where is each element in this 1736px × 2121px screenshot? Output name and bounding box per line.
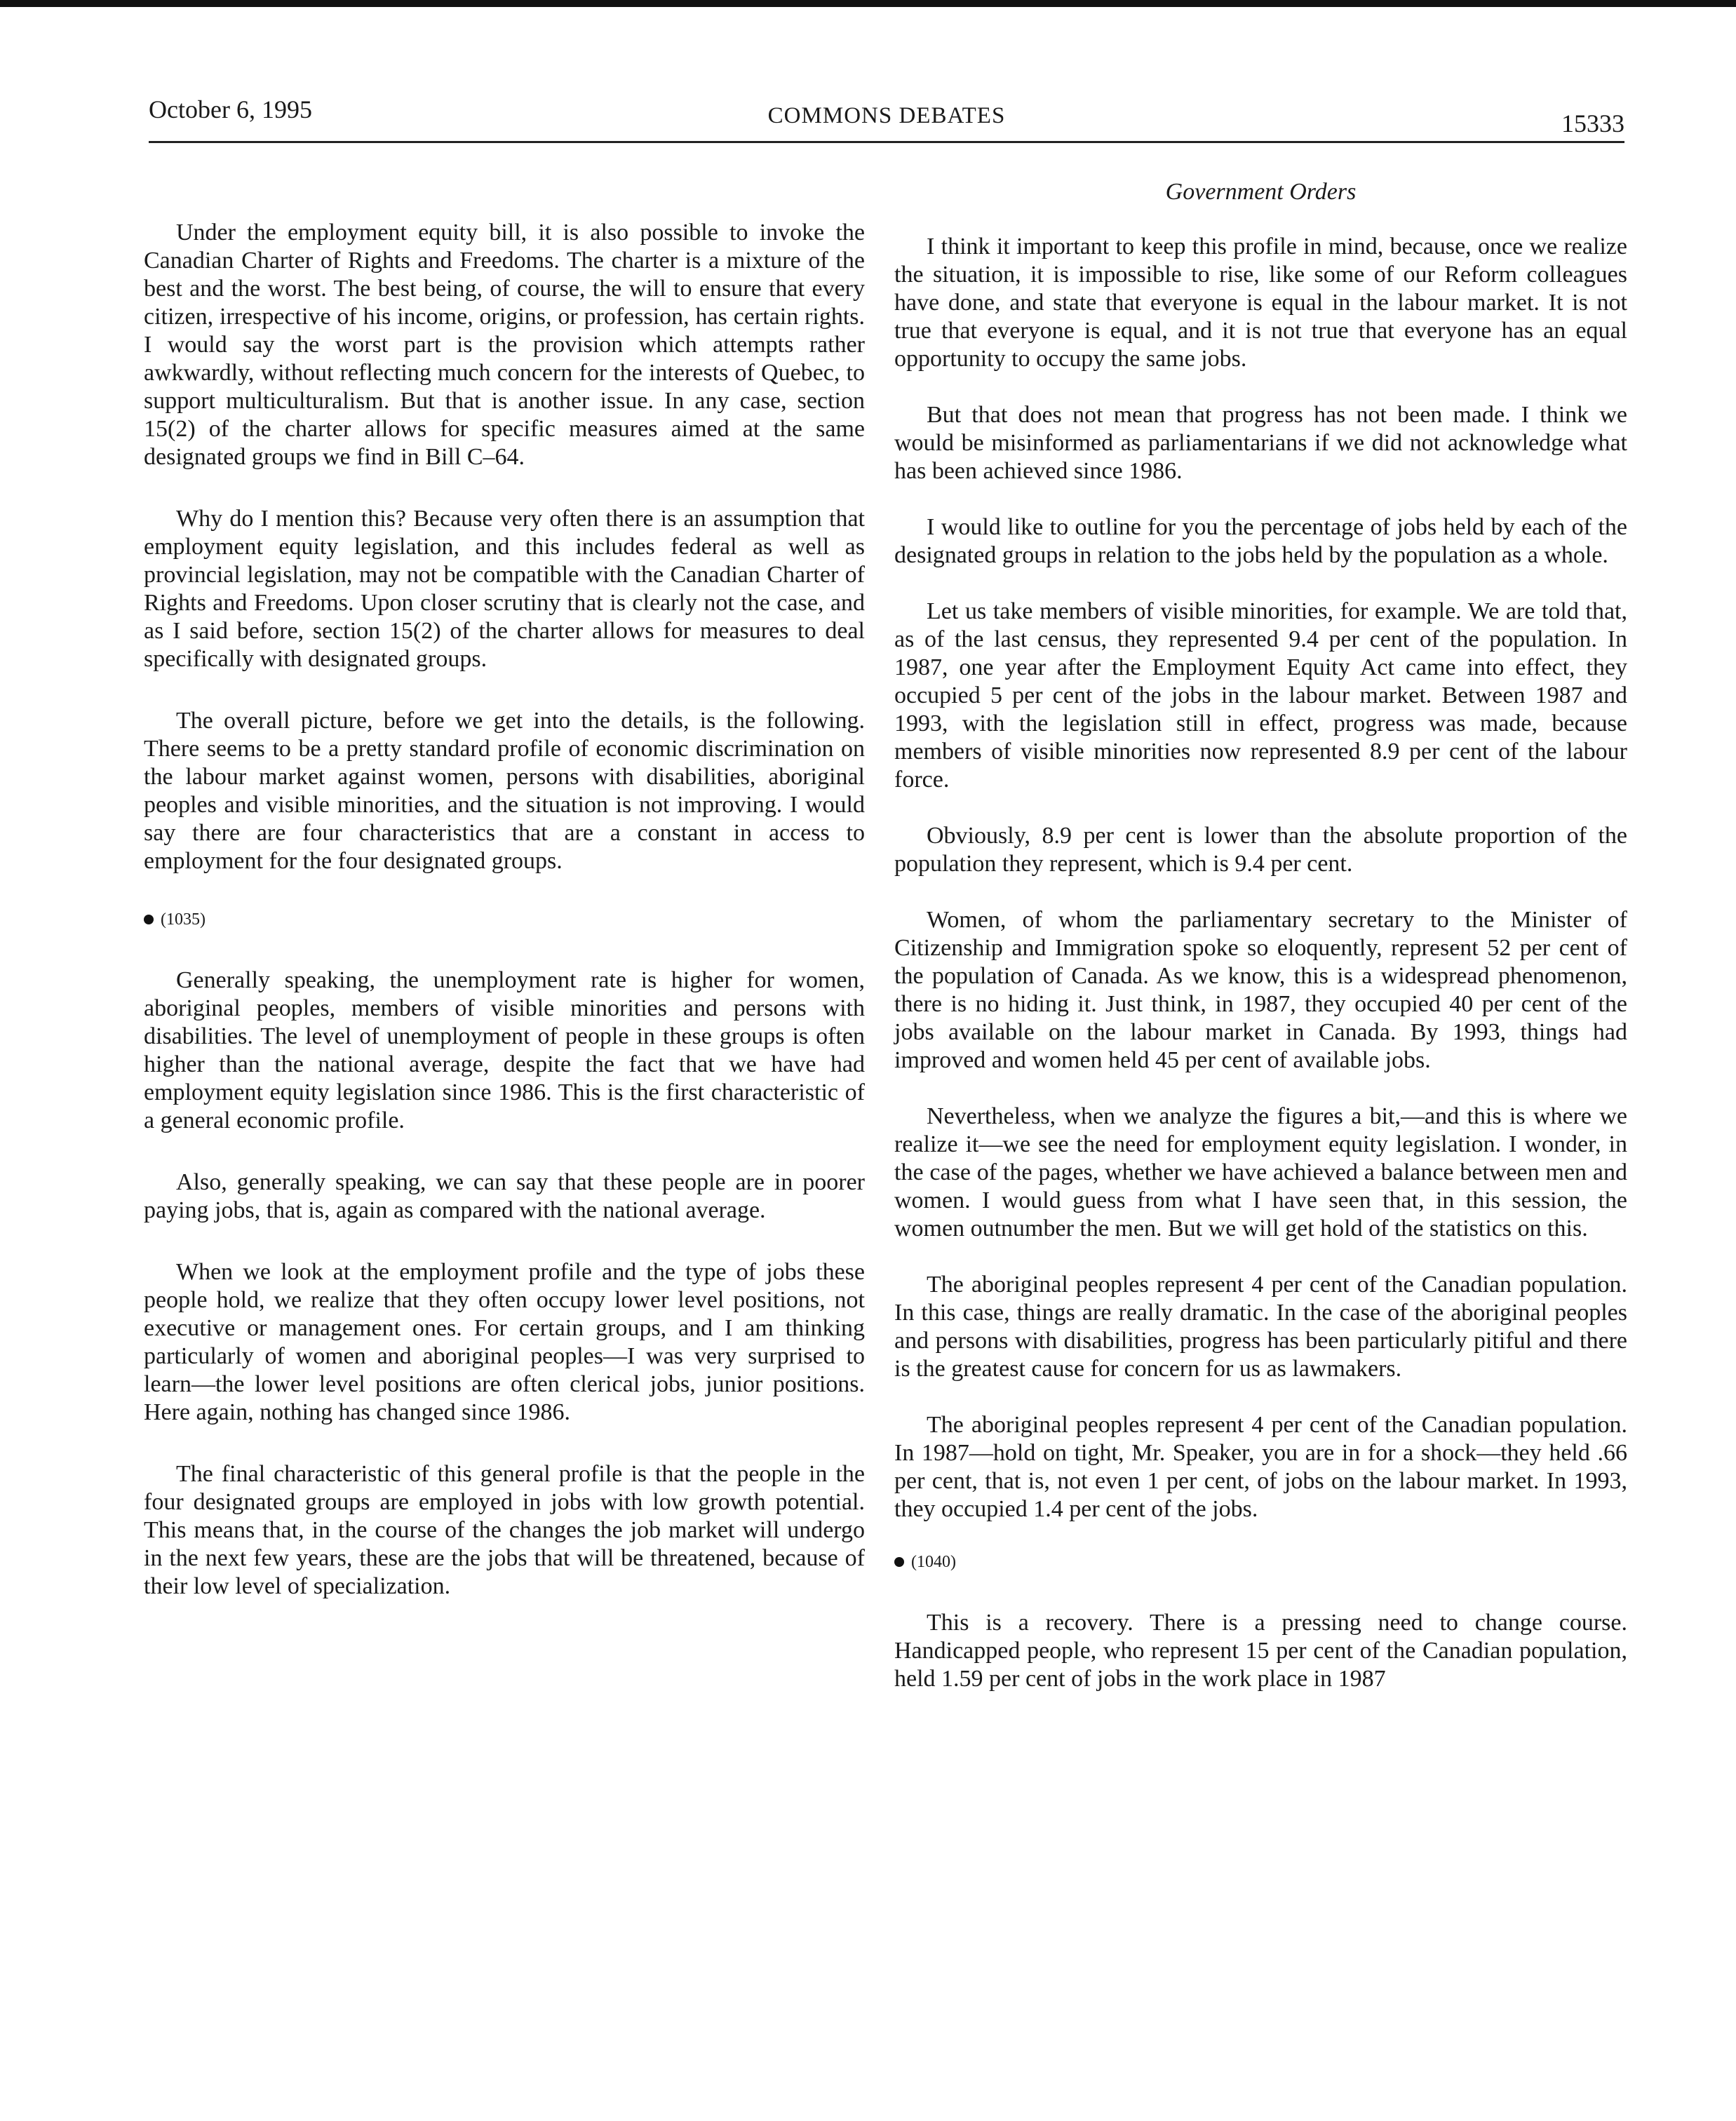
page-header xyxy=(149,95,1624,137)
page-top-edge xyxy=(0,0,1736,7)
time-marker-text: (1035) xyxy=(161,910,206,929)
paragraph: I would like to outline for you the percentage of jobs held by each of the designated groups in relation to the jobs held by the population as a whole. xyxy=(894,514,1627,568)
section-label: Government Orders xyxy=(1165,179,1357,205)
time-marker-text: (1040) xyxy=(911,1553,956,1571)
header-page-number: 15333 xyxy=(1561,109,1624,137)
paragraph: Generally speaking, the unemployment rate is higher for women, aboriginal peoples, members of visible minorities and persons with disabilities. The level of unemployment of people in these groups is often higher than the national average, despite the fact that we have had employment equity legislation since 1986. This is the first characteristic of a general economic profile. xyxy=(144,967,865,1133)
paragraph: The overall picture, before we get into the details, is the following. There seems to be a pretty standard profile of economic discrimination on the labour market against women, persons with disabilities, aboriginal peoples and visible minorities, and the situation is not improving. I would say there are four characteristics that are a constant in access to employment for the four designated groups. xyxy=(144,708,865,874)
paragraph: Women, of whom the parliamentary secretary to the Minister of Citizenship and Immigration spoke so eloquently, represent 52 per cent of the population of Canada. As we know, this is a widespread phenomenon, there is no hiding it. Just think, in 1987, they occupied 40 per cent of the jobs available on the labour market in Canada. By 1993, things had improved and women held 45 per cent of available jobs. xyxy=(894,907,1627,1073)
bullet-icon xyxy=(894,1557,904,1567)
paragraph: Also, generally speaking, we can say that these people are in poorer paying jobs, that is, again as compared with the national average. xyxy=(144,1169,865,1223)
bullet-icon xyxy=(144,915,154,924)
right-column xyxy=(894,233,1627,1721)
paragraph: The aboriginal peoples represent 4 per cent of the Canadian population. In 1987—hold on tight, Mr. Speaker, you are in for a shock—they held .66 per cent, that is, not even 1 per cent, of jobs on the labour market. In 1993, they occupied 1.4 per cent of the jobs. xyxy=(894,1412,1627,1522)
paragraph: But that does not mean that progress has not been made. I think we would be misinformed as parliamentarians if we did not acknowledge what has been achieved since 1986. xyxy=(894,402,1627,484)
paragraph: When we look at the employment profile and the type of jobs these people hold, we realize that they often occupy lower level positions, not executive or management ones. For certain groups, and I am thinking particularly of women and aboriginal peoples—I was very surprised to learn—the lower level positions are often clerical jobs, junior positions. Here again, nothing has changed since 1986. xyxy=(144,1259,865,1425)
left-column xyxy=(144,219,865,1634)
time-marker xyxy=(894,1551,1627,1573)
paragraph: Why do I mention this? Because very often there is an assumption that employment equity legislation, and this includes federal as well as provincial legislation, may not be compatible with the Canadian Charter of Rights and Freedoms. Upon closer scrutiny that is clearly not the case, and as I said before, section 15(2) of the charter allows for measures to deal specifically with designated groups. xyxy=(144,506,865,672)
header-title: COMMONS DEBATES xyxy=(767,103,1006,128)
paragraph: Nevertheless, when we analyze the figures a bit,—and this is where we realize it—we see the need for employment equity legislation. I wonder, in the case of the pages, whether we have achieved a balance between men and women. I would guess from what I have seen that, in this session, the women outnumber the men. But we will get hold of the statistics on this. xyxy=(894,1103,1627,1241)
paragraph: Under the employment equity bill, it is also possible to invoke the Canadian Charter of Rights and Freedoms. The charter is a mixture of the best and the worst. The best being, of course, the will to ensure that every citizen, irrespective of his income, origins, or profession, has certain rights. I would say the worst part is the provision which attempts rather awkwardly, without reflecting much concern for the interests of Quebec, to support multiculturalism. But that is another issue. In any case, section 15(2) of the charter allows for specific measures aimed at the same designated groups we find in Bill C–64. xyxy=(144,220,865,470)
paragraph: Let us take members of visible minorities, for example. We are told that, as of the last census, they represented 9.4 per cent of the population. In 1987, one year after the Employment Equity Act came into effect, they occupied 5 per cent of the jobs in the labour market. Between 1987 and 1993, with the legislation still in effect, progress was made, because members of visible minorities now represented 8.9 per cent of the labour force. xyxy=(894,598,1627,793)
time-marker xyxy=(144,909,865,930)
paragraph: This is a recovery. There is a pressing need to change course. Handicapped people, who represent 15 per cent of the Canadian population, held 1.59 per cent of jobs in the work place in 1987 xyxy=(894,1610,1627,1692)
header-rule xyxy=(149,141,1624,143)
paragraph: Obviously, 8.9 per cent is lower than the absolute proportion of the population they represent, which is 9.4 per cent. xyxy=(894,823,1627,877)
paragraph: I think it important to keep this profile in mind, because, once we realize the situation, it is impossible to rise, like some of our Reform colleagues have done, and state that everyone is equal in the labour market. It is not true that everyone is equal, and it is not true that everyone has an equal opportunity to occupy the same jobs. xyxy=(894,234,1627,372)
paragraph: The aboriginal peoples represent 4 per cent of the Canadian population. In this case, things are really dramatic. In the case of the aboriginal peoples and persons with disabilities, progress has been particularly pitiful and there is the greatest cause for concern for us as lawmakers. xyxy=(894,1272,1627,1382)
header-date: October 6, 1995 xyxy=(149,95,312,123)
paragraph: The final characteristic of this general profile is that the people in the four designated groups are employed in jobs with low growth potential. This means that, in the course of the changes the job market will undergo in the next few years, these are the jobs that will be threatened, because of their low level of specialization. xyxy=(144,1461,865,1599)
